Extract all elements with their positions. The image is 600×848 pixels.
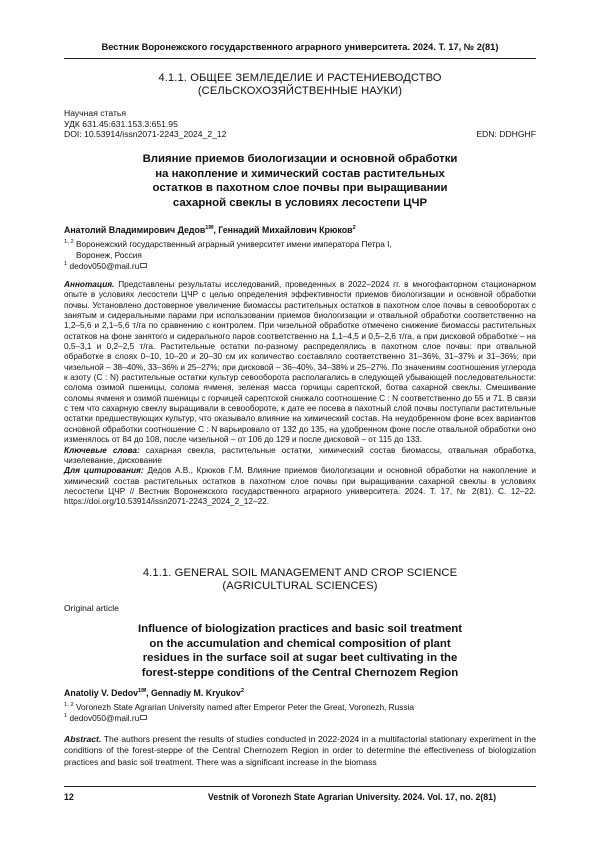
article-meta-ru xyxy=(64,108,536,140)
article-type-ru: Научная статья xyxy=(64,108,127,118)
article-type-en: Original article xyxy=(64,603,119,613)
article-title-en xyxy=(64,622,536,680)
affiliation-ru xyxy=(64,239,536,272)
citation-ru xyxy=(64,466,536,507)
section-heading-ru-line2: (СЕЛЬСКОХОЗЯЙСТВЕННЫЕ НАУКИ) xyxy=(197,85,403,97)
author-2-en-sup: 2 xyxy=(240,688,245,695)
author-1-ru: Анатолий Владимирович Дедов xyxy=(64,225,206,235)
mail-icon xyxy=(140,263,147,268)
abstract-label-ru: Аннотация. xyxy=(64,280,115,289)
author-2-ru-sup: 2 xyxy=(352,225,356,232)
aff-ru-line2: Воронеж, Россия xyxy=(76,250,142,260)
abstract-text-en: The authors present the results of studies conducted in 2022-2024 in a multifactorial stationary experiment in the conditions of the forest-steppe of the Central Chernozem Region in order to determine the effectiveness of biologization practices and basic soil treatment. There was a significant increase in the biomass xyxy=(64,734,536,767)
affiliation-en xyxy=(64,702,536,724)
keywords-ru xyxy=(64,446,536,467)
abstract-text-ru: Представлены результаты исследований, проведенных в 2022–2024 гг. в многофакторном стационарном опыте в условиях лесостепи ЦЧР с целью определения эффективности приемов биологизации и основной обработки почвы. Установлено достоверное увеличение биомассы растительных остатков в пахотном слое почвы в севооборотах с занятым и сидеральными парами при использовании приемов биологизации и отвальной обработки соответственно на 1,2–5,6 и 2,1–5,6 т/га по сравнению с контролем. При чизельной обработке отмечено снижение биомассы растительных остатков на фоне занятого и сидерального паров соответственно на 1,1–4,5 и 0,5–2,6 т/га, а при дисковой обработке – на 0,5–3,1 и 0,2–2,5 т/га. Растительные остатки по-разному распределялись в пахотном слое почвы: при отвальной обработке в слоях 0–10, 10–20 и 20–30 см их количество составляло соответственно 31–36%, 31–37% и 31–36%; при чизельной – 38–40%, 33–36% и 25–27%; при дисковой – 36–40%, 34–38% и 25–27%. По значениям соотношения углерода к азоту (C : N) растительные остатки культур севооборота располагались в следующей убывающей последовательности: солома озимой пшеницы, солома ячменя, зеленая масса горчицы сарептской, ботва сахарной свеклы. Смешивание соломы ячменя и озимой пшеницы с горчицей сарептской снижало соотношение C : N соответственно до 55 и 71. В связи с тем что сахарную свеклу выращивали в севообороте, к дате ее посева в пахотный слой почвы поступали растительные остатки предшествующих культур, что оказывало влияние на химический состав. На неудобренном фоне всех вариантов основной обработки соотношение C : N варьировало от 132 до 135, на удобренном фоне после отвальной обработки оно изменялось от 84 до 108, после чизельной – от 106 до 129 и после дисковой – от 115 до 133. xyxy=(64,280,536,445)
abstract-label-en: Abstract. xyxy=(64,734,102,744)
author-1-ru-sup: 1✉ xyxy=(205,225,214,232)
page-footer xyxy=(64,792,536,802)
author-2-ru: Геннадий Михайлович Крюков xyxy=(218,225,353,235)
abstract-block-ru xyxy=(64,280,536,508)
header-rule xyxy=(64,58,536,59)
title-en-line: residues in the surface soil at sugar beet cultivating in the xyxy=(142,652,458,665)
journal-header: Вестник Воронежского государственного аграрного университета. 2024. Т. 17, № 2(81) xyxy=(101,42,499,52)
journal-footer: Vestnik of Voronezh State Agrarian University. 2024. Vol. 17, no. 2(81) xyxy=(207,792,496,802)
title-en-line: on the accumulation and chemical composition of plant xyxy=(149,637,451,650)
title-en-line: forest-steppe conditions of the Central Chernozem Region xyxy=(141,666,459,679)
section-heading-ru xyxy=(64,72,536,98)
citation-text-ru: Дедов А.В., Крюков Г.М. Влияние приемов биологизации и основной обработки на накопление и химический состав растительных остатков в пахотном слое почвы при выращивании сахарной свеклы в условиях лесостепи ЦЧР // Вестник Воронежского государственного аграрного университета. 2024. Т. 17, № 2(81). С. 12–22. https://doi.org/10.53914/issn2071-2243_2024_2_12–22. xyxy=(64,466,536,507)
title-ru-line: Влияние приемов биологизации и основной обработки xyxy=(142,153,458,165)
edn: EDN: DDHGHF xyxy=(476,129,536,140)
authors-ru: Анатолий Владимирович Дедов$^{1✉}$, Геннадий Михайлович Крюков$^2$ xyxy=(64,225,356,235)
section-heading-en-line1: 4.1.1. GENERAL SOIL MANAGEMENT AND CROP SCIENCE xyxy=(142,567,458,579)
email-en-sup: 1 xyxy=(64,713,68,720)
page-number: 12 xyxy=(64,792,74,802)
title-ru-line: остатков в пахотном слое почвы при выращивании xyxy=(152,182,448,195)
mail-icon xyxy=(140,715,147,720)
section-heading-en xyxy=(64,567,536,593)
footer-rule xyxy=(64,786,536,787)
doi[interactable]: DOI: 10.53914/issn2071-2243_2024_2_12 xyxy=(64,129,227,140)
title-ru-line: на накопление и химический состав растительных xyxy=(155,167,445,180)
udc: УДК 631.45:631.153.3:651.95 xyxy=(64,118,178,129)
title-ru-line: сахарной свеклы в условиях лесостепи ЦЧР xyxy=(172,196,428,209)
aff-en-sup: 1, 2 xyxy=(64,702,74,709)
keywords-text-ru: сахарная свекла, растительные остатки, химический состав биомассы, отвальная обработка, чизелевание, дискование xyxy=(64,445,536,465)
author-1-en-sup: 1✉ xyxy=(137,688,147,695)
email-ru-sup: 1 xyxy=(64,261,68,268)
authors-en: Anatoliy V. Dedov$^{1✉}$, Gennadiy M. Kryukov$^2$ xyxy=(64,688,245,698)
article-page xyxy=(64,0,536,848)
email-en[interactable]: dedov050@mail.ru xyxy=(69,713,140,723)
author-2-en: Gennadiy M. Kryukov xyxy=(150,688,241,698)
email-ru[interactable]: dedov050@mail.ru xyxy=(69,261,140,271)
citation-label-ru: Для цитирования: xyxy=(64,466,144,476)
title-en-line: Influence of biologization practices and basic soil treatment xyxy=(137,623,463,635)
section-heading-en-line2: (AGRICULTURAL SCIENCES) xyxy=(222,580,378,592)
aff-ru-line1: Воронежский государственный аграрный университет имени императора Петра I, xyxy=(75,239,392,249)
keywords-label-ru: Ключевые слова: xyxy=(64,445,140,455)
article-title-ru xyxy=(64,152,536,210)
aff-en-line1: Voronezh State Agrarian University named after Emperor Peter the Great, Voronezh, Russia xyxy=(75,702,415,712)
author-1-en: Anatoliy V. Dedov xyxy=(64,688,138,698)
aff-ru-sup: 1, 2 xyxy=(64,239,74,246)
abstract-block-en xyxy=(64,734,536,768)
section-heading-ru-line1: 4.1.1. ОБЩЕЕ ЗЕМЛЕДЕЛИЕ И РАСТЕНИЕВОДСТВО xyxy=(158,72,442,84)
abstract-ru xyxy=(64,280,536,446)
